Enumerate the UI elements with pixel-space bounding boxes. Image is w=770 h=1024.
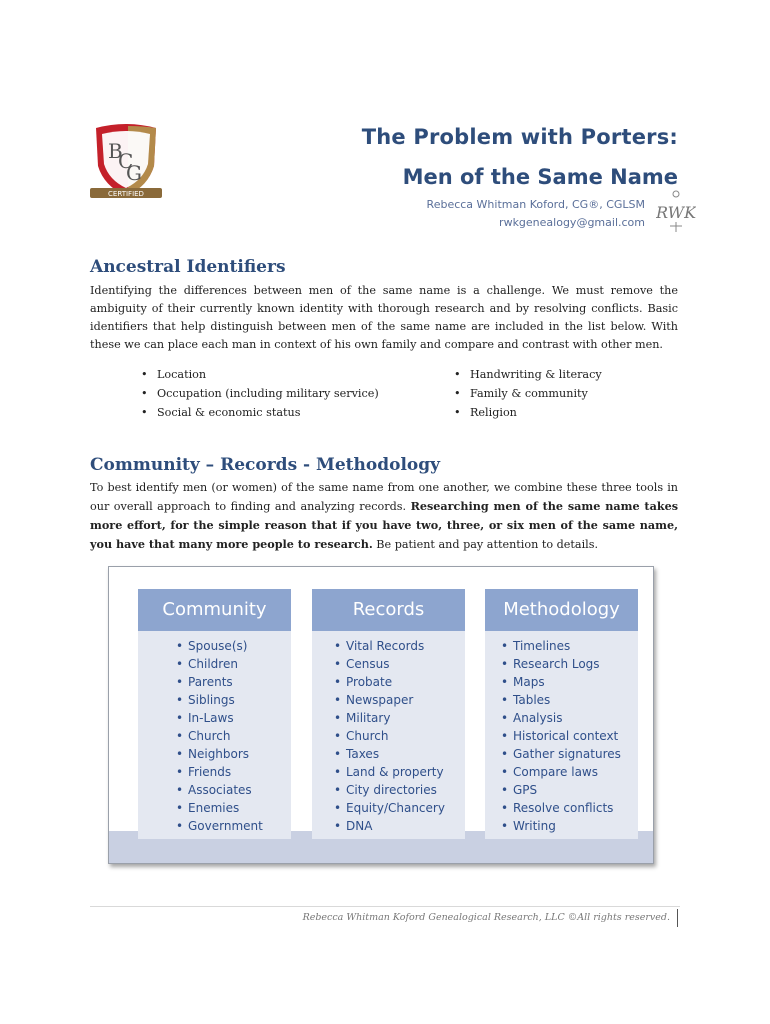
svg-text:C: C xyxy=(118,149,134,173)
list-item: • Timelines xyxy=(501,637,638,655)
para-end: Be patient and pay attention to details. xyxy=(372,538,599,551)
list-item: • Handwriting & literacy xyxy=(453,365,602,384)
list-item: • Government xyxy=(176,817,291,835)
column-community xyxy=(138,589,291,839)
list-item: • Vital Records xyxy=(334,637,465,655)
list-item: • Analysis xyxy=(501,709,638,727)
identifiers-list-left xyxy=(140,365,379,422)
list-item: • Tables xyxy=(501,691,638,709)
list-item: • Siblings xyxy=(176,691,291,709)
list-item: • Church xyxy=(176,727,291,745)
column-records xyxy=(312,589,465,839)
list-item: • Census xyxy=(334,655,465,673)
list-item: • Location xyxy=(140,365,379,384)
section-heading-community-records-methodology: Community – Records - Methodology xyxy=(90,455,441,475)
column-methodology xyxy=(485,589,638,839)
title-line-2: Men of the Same Name xyxy=(402,165,678,189)
list-item: • Historical context xyxy=(501,727,638,745)
list-item: • Social & economic status xyxy=(140,403,379,422)
monogram-text: RWK xyxy=(656,203,696,222)
list-item: • Spouse(s) xyxy=(176,637,291,655)
list-item: • Church xyxy=(334,727,465,745)
list-item: • Occupation (including military service) xyxy=(140,384,379,403)
svg-text:B: B xyxy=(108,139,123,163)
column-title: Records xyxy=(312,589,465,631)
author-name: Rebecca Whitman Koford, CG®, CGLSM xyxy=(426,198,645,211)
list-item: • Newspaper xyxy=(334,691,465,709)
list-item: • Research Logs xyxy=(501,655,638,673)
identifiers-list-right xyxy=(453,365,602,422)
column-title: Methodology xyxy=(485,589,638,631)
list-item: • Gather signatures xyxy=(501,745,638,763)
para-bold: Researching men of the same name takes more effort, for the simple reason that if you have two, three, or six men of the same name, you have that many more people to research. xyxy=(90,499,678,551)
list-item: • Enemies xyxy=(176,799,291,817)
list-item: • Parents xyxy=(176,673,291,691)
para-start: To best identify men (or women) of the same name from one another, we combine these three tools in our overall approach to finding and analyzing records. xyxy=(90,481,678,513)
ancestral-identifiers-paragraph: Identifying the differences between men of the same name is a challenge. We must remove the ambiguity of their currently known identity with thorough research and by resolving conflicts. Basic identifiers that help distinguish between men of the same name are included in the list below. With these we can place each man in context of his own family and compare and contrast with other men. xyxy=(90,284,678,351)
svg-text:G: G xyxy=(126,161,142,185)
community-records-paragraph xyxy=(90,479,678,554)
list-item: • Probate xyxy=(334,673,465,691)
list-item: • Land & property xyxy=(334,763,465,781)
list-item: • Military xyxy=(334,709,465,727)
title-line-1: The Problem with Porters: xyxy=(361,125,678,149)
list-item: • Neighbors xyxy=(176,745,291,763)
footer-divider xyxy=(90,906,680,907)
rwk-monogram-logo xyxy=(656,188,696,234)
list-item: • In-Laws xyxy=(176,709,291,727)
list-item: • GPS xyxy=(501,781,638,799)
three-column-diagram xyxy=(108,566,654,864)
logo-badge-text: CERTIFIED xyxy=(108,190,144,198)
list-item: • Children xyxy=(176,655,291,673)
footer-copyright: Rebecca Whitman Koford Genealogical Research, LLC ©All rights reserved. xyxy=(302,912,670,923)
list-item: • City directories xyxy=(334,781,465,799)
bcg-certified-logo xyxy=(88,122,164,202)
footer-bar xyxy=(677,909,678,927)
page-title xyxy=(362,124,678,190)
list-item: • Taxes xyxy=(334,745,465,763)
list-item: • Maps xyxy=(501,673,638,691)
column-title: Community xyxy=(138,589,291,631)
list-item: • Resolve conflicts xyxy=(501,799,638,817)
list-item: • Writing xyxy=(501,817,638,835)
list-item: • Family & community xyxy=(453,384,602,403)
list-item: • Friends xyxy=(176,763,291,781)
list-item: • DNA xyxy=(334,817,465,835)
author-email: rwkgenealogy@gmail.com xyxy=(499,216,645,229)
list-item: • Compare laws xyxy=(501,763,638,781)
author-block xyxy=(427,196,645,232)
section-heading-ancestral-identifiers: Ancestral Identifiers xyxy=(90,257,286,277)
list-item: • Religion xyxy=(453,403,602,422)
list-item: • Associates xyxy=(176,781,291,799)
list-item: • Equity/Chancery xyxy=(334,799,465,817)
